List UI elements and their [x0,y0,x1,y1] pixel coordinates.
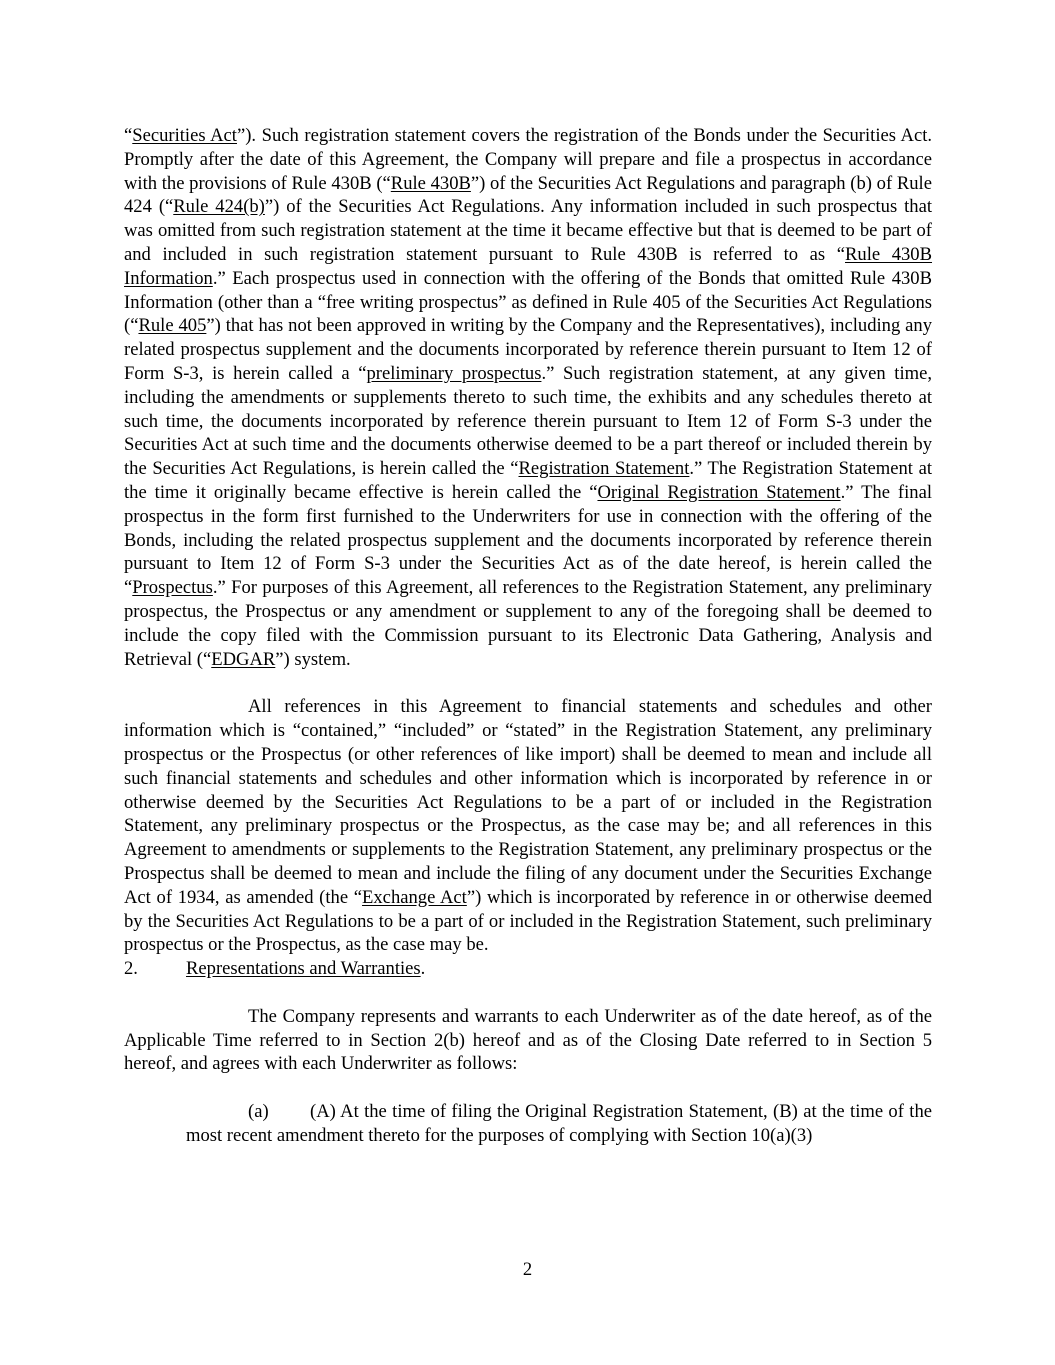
item-label: (a) [248,1101,269,1123]
defined-term: Rule 405 [138,315,207,337]
text-run: ”) which is incorporated by reference in or otherwise deemed by the Securities Act Regulations to be a part of or included in the Registration Statement, such preliminary prospectus or the Prospectus, as the case may be. [124,886,932,956]
section-heading [124,957,932,981]
page-number: 2 [522,1259,533,1280]
text-run: ”) of the Securities Act Regulations and paragraph (b) of Rule 424 (“ [124,172,932,218]
text-run: ”) of the Securities Act Regulations. Any information included in such prospectus that was omitted from such registration statement at the time it became effective but that is deemed to be part of and included in such registration statement pursuant to Rule 430B is referred to as “ [124,196,933,265]
defined-term: Original Registration Statement [597,481,841,503]
defined-term: Securities Act [132,125,237,146]
text-run: ”). Such registration statement covers the registration of the Bonds under the Securities Act. Promptly after the date of this Agreement, the Company will prepare and file a prospectus in accordance with the provisions of Rule 430B (“ [124,125,933,194]
text-run: ”) system. [275,648,351,670]
text-run: .” For purposes of this Agreement, all references to the Registration Statement, any preliminary prospectus, the Prospectus or any amendment or supplement to any of the foregoing shall be deemed to include the copy filed with the Commission pursuant to its Electronic Data Gathering, Analysis and Retrieval (“ [124,577,932,670]
defined-term: EDGAR [211,648,276,670]
paragraph-references [124,695,932,957]
paragraph-representations: The Company represents and warrants to each Underwriter as of the date hereof, as of the Applicable Time referred to in Section 2(b) hereof and as of the Closing Date referred to in Section 5 hereof, and agrees with each Underwriter as follows: [124,1005,932,1075]
section-title-punctuation: . [420,958,426,980]
defined-term: preliminary prospectus [366,362,542,384]
text-run: ”) that has not been approved in writing by the Company and the Representatives), including any related prospectus supplement and the documents incorporated by reference therein pursuant to Item 12 of Form S-3, is herein called a “ [124,315,932,384]
text-run: .” The final prospectus in the form first furnished to the Underwriters for use in connection with the offering of the Bonds, including the related prospectus supplement and the documents incorporated by reference therein pursuant to Item 12 of Form S-3 under the Securities Act as of the date hereof, is herein called the “ [124,481,932,599]
defined-term: Rule 424(b) [173,196,265,218]
text-run: All references in this Agreement to financial statements and schedules and other information which is “contained,” “included” or “stated” in the Registration Statement, any preliminary prospectus or the Prospectus (or other references of like import) shall be deemed to mean and include all such financial statements and schedules and other information which is incorporated by reference in or otherwise deemed by the Securities Act Regulations to be a part of or included in the Registration Statement, any preliminary prospectus or the Prospectus, as the case may be; and all references in this Agreement to amendments or supplements to the Registration Statement, any preliminary prospectus or the Prospectus shall be deemed to mean and include the filing of any document under the Securities Exchange Act of 1934, as amended (the “ [124,696,932,908]
defined-term: Exchange Act [362,886,467,908]
defined-term: Registration Statement [518,458,690,480]
defined-term: Rule 430B Information [124,243,933,289]
section-title [186,957,425,981]
text-run: “ [124,125,133,146]
defined-term: Prospectus [132,577,213,599]
paragraph-registration-statement [124,124,932,671]
text-run: .” Each prospectus used in connection with the offering of the Bonds that omitted Rule 430B Information (other than a “free writing prospectus” as defined in Rule 405 of the Securities Act Regulations (“ [124,267,932,337]
item-text: (A) At the time of filing the Original Registration Statement, (B) at the time of the most recent amendment thereto for the purposes of complying with Section 10(a)(3) [186,1101,932,1147]
item-a [186,1100,932,1148]
document-page [124,124,932,1148]
section-number: 2. [124,958,138,980]
defined-term: Rule 430B [390,172,471,194]
section-title-text: Representations and Warranties [186,958,421,980]
text-run: .” The Registration Statement at the time it originally became effective is herein called the “ [124,458,932,503]
text-run: .” Such registration statement, at any given time, including the amendments or supplements thereto to such time, the exhibits and any schedules thereto at such time, the documents incorporated by reference therein pursuant to Item 12 of Form S-3 under the Securities Act at such time and the documents otherwise deemed to be a part thereof or included therein by the Securities Act Regulations, is herein called the “ [124,362,933,480]
